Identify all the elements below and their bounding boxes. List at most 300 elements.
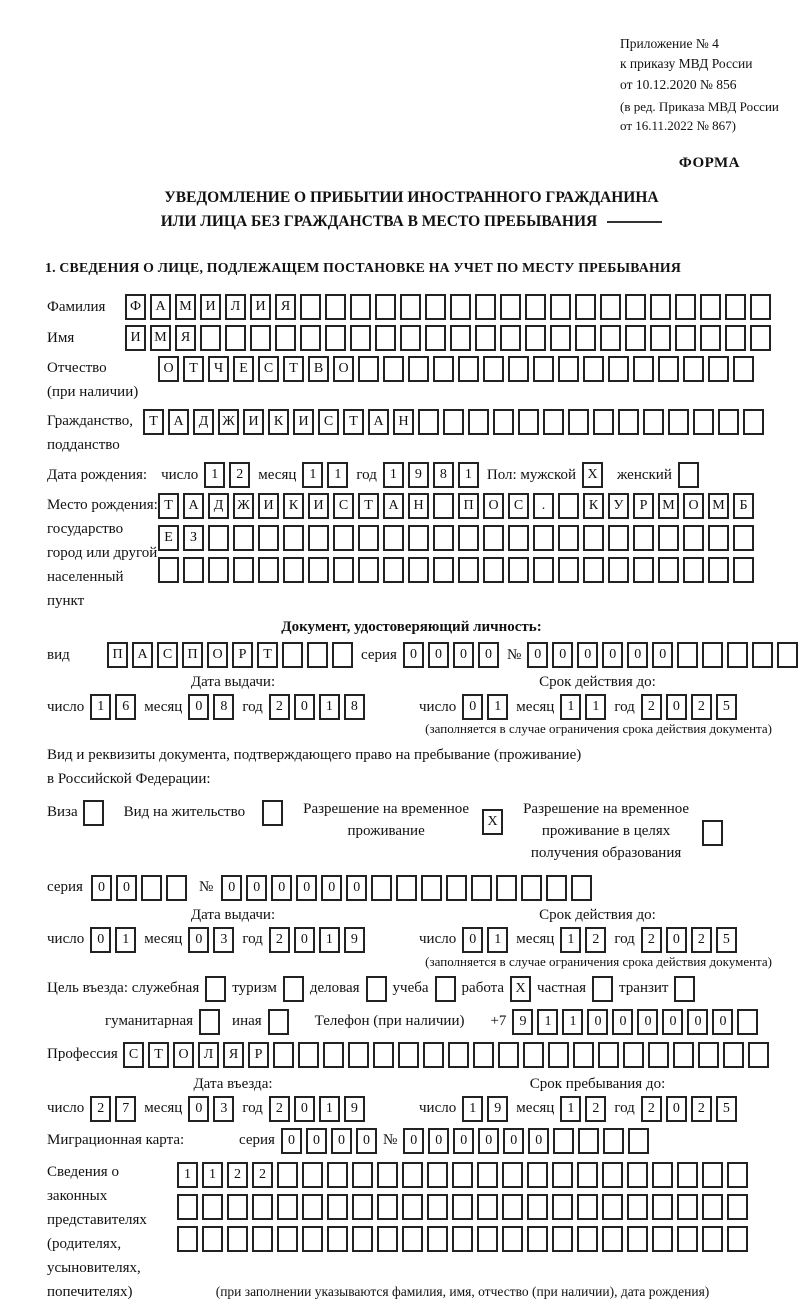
form-cell[interactable] [583, 557, 604, 583]
form-cell[interactable]: 0 [687, 1009, 708, 1035]
form-cell[interactable] [227, 1226, 248, 1252]
form-cell[interactable]: 2 [641, 1096, 662, 1122]
form-cell[interactable]: 1 [90, 694, 111, 720]
form-cell[interactable] [675, 325, 696, 351]
form-cell[interactable] [425, 294, 446, 320]
form-cell[interactable] [668, 409, 689, 435]
form-cell[interactable] [332, 642, 353, 668]
form-cell[interactable] [477, 1226, 498, 1252]
form-cell[interactable]: 2 [691, 694, 712, 720]
form-cell[interactable]: 0 [503, 1128, 524, 1154]
form-cell[interactable]: С [123, 1042, 144, 1068]
form-cell[interactable] [737, 1009, 758, 1035]
form-cell[interactable] [448, 1042, 469, 1068]
form-cell[interactable]: А [383, 493, 404, 519]
form-cell[interactable]: Н [408, 493, 429, 519]
form-cell[interactable] [452, 1226, 473, 1252]
form-cell[interactable]: 0 [662, 1009, 683, 1035]
form-cell[interactable]: Т [158, 493, 179, 519]
form-cell[interactable]: 0 [116, 875, 137, 901]
form-cell[interactable] [427, 1162, 448, 1188]
form-cell[interactable] [283, 976, 304, 1002]
form-cell[interactable]: М [658, 493, 679, 519]
form-cell[interactable] [683, 356, 704, 382]
form-cell[interactable]: Я [223, 1042, 244, 1068]
form-cell[interactable]: 0 [602, 642, 623, 668]
form-cell[interactable]: 1 [458, 462, 479, 488]
form-cell[interactable] [205, 976, 226, 1002]
form-cell[interactable]: 2 [641, 694, 662, 720]
form-cell[interactable] [618, 409, 639, 435]
form-cell[interactable]: К [583, 493, 604, 519]
form-cell[interactable] [678, 462, 699, 488]
form-cell[interactable]: П [182, 642, 203, 668]
form-cell[interactable] [433, 493, 454, 519]
form-cell[interactable] [352, 1162, 373, 1188]
form-cell[interactable] [325, 294, 346, 320]
form-cell[interactable] [427, 1194, 448, 1220]
form-cell[interactable] [352, 1194, 373, 1220]
form-cell[interactable] [258, 525, 279, 551]
form-cell[interactable] [550, 325, 571, 351]
form-cell[interactable] [777, 642, 798, 668]
form-cell[interactable] [727, 1162, 748, 1188]
form-cell[interactable]: Ф [125, 294, 146, 320]
form-cell[interactable]: Т [283, 356, 304, 382]
form-cell[interactable] [648, 1042, 669, 1068]
form-cell[interactable] [502, 1162, 523, 1188]
form-cell[interactable] [408, 525, 429, 551]
form-cell[interactable] [708, 525, 729, 551]
form-cell[interactable] [446, 875, 467, 901]
form-cell[interactable] [628, 1128, 649, 1154]
form-cell[interactable]: И [250, 294, 271, 320]
form-cell[interactable] [252, 1194, 273, 1220]
form-cell[interactable] [208, 525, 229, 551]
form-cell[interactable]: К [268, 409, 289, 435]
form-cell[interactable] [552, 1162, 573, 1188]
form-cell[interactable] [398, 1042, 419, 1068]
form-cell[interactable]: Л [225, 294, 246, 320]
form-cell[interactable] [262, 800, 283, 826]
form-cell[interactable] [400, 294, 421, 320]
form-cell[interactable]: 0 [294, 927, 315, 953]
form-cell[interactable] [525, 325, 546, 351]
form-cell[interactable] [733, 557, 754, 583]
form-cell[interactable] [708, 356, 729, 382]
form-cell[interactable] [83, 800, 104, 826]
form-cell[interactable] [496, 875, 517, 901]
form-cell[interactable] [723, 1042, 744, 1068]
form-cell[interactable] [571, 875, 592, 901]
form-cell[interactable] [277, 1162, 298, 1188]
form-cell[interactable] [325, 325, 346, 351]
form-cell[interactable] [358, 525, 379, 551]
form-cell[interactable] [377, 1162, 398, 1188]
form-cell[interactable]: 1 [204, 462, 225, 488]
form-cell[interactable] [502, 1194, 523, 1220]
form-cell[interactable]: 0 [188, 694, 209, 720]
form-cell[interactable]: . [533, 493, 554, 519]
form-cell[interactable]: 1 [319, 694, 340, 720]
form-cell[interactable]: 2 [691, 1096, 712, 1122]
form-cell[interactable] [350, 325, 371, 351]
form-cell[interactable]: О [207, 642, 228, 668]
form-cell[interactable] [250, 325, 271, 351]
form-cell[interactable]: 0 [666, 1096, 687, 1122]
form-cell[interactable]: 2 [269, 927, 290, 953]
form-cell[interactable]: Т [148, 1042, 169, 1068]
form-cell[interactable]: 3 [213, 1096, 234, 1122]
form-cell[interactable] [475, 294, 496, 320]
form-cell[interactable] [683, 525, 704, 551]
form-cell[interactable] [418, 409, 439, 435]
form-cell[interactable]: 9 [408, 462, 429, 488]
form-cell[interactable]: Б [733, 493, 754, 519]
form-cell[interactable] [308, 525, 329, 551]
form-cell[interactable] [177, 1194, 198, 1220]
form-cell[interactable]: 0 [294, 1096, 315, 1122]
form-cell[interactable] [333, 557, 354, 583]
form-cell[interactable] [443, 409, 464, 435]
form-cell[interactable] [483, 557, 504, 583]
form-cell[interactable]: З [183, 525, 204, 551]
form-cell[interactable] [627, 1194, 648, 1220]
form-cell[interactable]: А [150, 294, 171, 320]
form-cell[interactable] [578, 1128, 599, 1154]
form-cell[interactable] [452, 1162, 473, 1188]
form-cell[interactable]: Я [175, 325, 196, 351]
form-cell[interactable] [558, 557, 579, 583]
form-cell[interactable]: 0 [528, 1128, 549, 1154]
form-cell[interactable]: 0 [246, 875, 267, 901]
form-cell[interactable]: С [333, 493, 354, 519]
form-cell[interactable] [282, 642, 303, 668]
form-cell[interactable]: Т [183, 356, 204, 382]
form-cell[interactable]: 0 [90, 927, 111, 953]
form-cell[interactable] [658, 557, 679, 583]
form-cell[interactable] [327, 1194, 348, 1220]
form-cell[interactable]: 8 [344, 694, 365, 720]
form-cell[interactable] [366, 976, 387, 1002]
form-cell[interactable] [608, 356, 629, 382]
form-cell[interactable] [283, 557, 304, 583]
form-cell[interactable]: Н [393, 409, 414, 435]
form-cell[interactable] [383, 525, 404, 551]
form-cell[interactable] [602, 1194, 623, 1220]
form-cell[interactable] [523, 1042, 544, 1068]
form-cell[interactable]: И [293, 409, 314, 435]
form-cell[interactable] [258, 557, 279, 583]
form-cell[interactable] [377, 1194, 398, 1220]
form-cell[interactable] [600, 294, 621, 320]
form-cell[interactable]: 0 [478, 1128, 499, 1154]
form-cell[interactable]: 1 [560, 1096, 581, 1122]
form-cell[interactable]: О [158, 356, 179, 382]
form-cell[interactable] [350, 294, 371, 320]
form-cell[interactable] [408, 356, 429, 382]
form-cell[interactable] [521, 875, 542, 901]
form-cell[interactable] [277, 1194, 298, 1220]
form-cell[interactable] [199, 1009, 220, 1035]
form-cell[interactable] [333, 525, 354, 551]
form-cell[interactable]: 0 [321, 875, 342, 901]
form-cell[interactable] [307, 642, 328, 668]
form-cell[interactable] [603, 1128, 624, 1154]
form-cell[interactable]: 1 [383, 462, 404, 488]
form-cell[interactable] [473, 1042, 494, 1068]
form-cell[interactable] [202, 1226, 223, 1252]
form-cell[interactable]: 0 [346, 875, 367, 901]
form-cell[interactable] [546, 875, 567, 901]
form-cell[interactable] [708, 557, 729, 583]
form-cell[interactable] [435, 976, 456, 1002]
form-cell[interactable] [623, 1042, 644, 1068]
form-cell[interactable]: 9 [344, 927, 365, 953]
form-cell[interactable]: М [708, 493, 729, 519]
form-cell[interactable]: А [168, 409, 189, 435]
form-cell[interactable] [227, 1194, 248, 1220]
form-cell[interactable]: 0 [91, 875, 112, 901]
form-cell[interactable]: 1 [319, 927, 340, 953]
form-cell[interactable]: 1 [327, 462, 348, 488]
form-cell[interactable] [674, 976, 695, 1002]
form-cell[interactable] [650, 325, 671, 351]
form-cell[interactable]: А [183, 493, 204, 519]
form-cell[interactable]: 0 [462, 694, 483, 720]
form-cell[interactable] [283, 525, 304, 551]
form-cell[interactable] [573, 1042, 594, 1068]
form-cell[interactable] [548, 1042, 569, 1068]
form-cell[interactable]: 0 [666, 927, 687, 953]
form-cell[interactable]: Е [158, 525, 179, 551]
form-cell[interactable]: 2 [641, 927, 662, 953]
form-cell[interactable]: 2 [227, 1162, 248, 1188]
form-cell[interactable]: Я [275, 294, 296, 320]
form-cell[interactable] [583, 356, 604, 382]
form-cell[interactable]: П [107, 642, 128, 668]
form-cell[interactable] [602, 1162, 623, 1188]
form-cell[interactable] [508, 525, 529, 551]
form-cell[interactable]: 1 [115, 927, 136, 953]
form-cell[interactable] [502, 1226, 523, 1252]
form-cell[interactable] [141, 875, 162, 901]
form-cell[interactable] [625, 294, 646, 320]
form-cell[interactable]: 7 [115, 1096, 136, 1122]
form-cell[interactable] [752, 642, 773, 668]
form-cell[interactable] [533, 557, 554, 583]
form-cell[interactable] [493, 409, 514, 435]
form-cell[interactable]: Р [232, 642, 253, 668]
form-cell[interactable]: 0 [478, 642, 499, 668]
form-cell[interactable]: С [258, 356, 279, 382]
form-cell[interactable] [608, 557, 629, 583]
form-cell[interactable] [433, 356, 454, 382]
form-cell[interactable] [577, 1194, 598, 1220]
form-cell[interactable] [477, 1194, 498, 1220]
form-cell[interactable] [158, 557, 179, 583]
form-cell[interactable] [433, 525, 454, 551]
form-cell[interactable]: 1 [562, 1009, 583, 1035]
form-cell[interactable] [533, 525, 554, 551]
form-cell[interactable]: 2 [585, 1096, 606, 1122]
form-cell[interactable] [550, 294, 571, 320]
form-cell[interactable] [273, 1042, 294, 1068]
form-cell[interactable] [525, 294, 546, 320]
form-cell[interactable] [577, 1162, 598, 1188]
form-cell[interactable] [508, 356, 529, 382]
form-cell[interactable]: 0 [294, 694, 315, 720]
form-cell[interactable] [498, 1042, 519, 1068]
form-cell[interactable]: 1 [462, 1096, 483, 1122]
form-cell[interactable] [683, 557, 704, 583]
form-cell[interactable] [702, 642, 723, 668]
form-cell[interactable]: 0 [403, 1128, 424, 1154]
form-cell[interactable]: 0 [453, 642, 474, 668]
form-cell[interactable]: Ж [233, 493, 254, 519]
form-cell[interactable]: 5 [716, 1096, 737, 1122]
form-cell[interactable] [327, 1162, 348, 1188]
form-cell[interactable] [625, 325, 646, 351]
form-cell[interactable]: 0 [587, 1009, 608, 1035]
form-cell[interactable] [423, 1042, 444, 1068]
form-cell[interactable]: 2 [585, 927, 606, 953]
form-cell[interactable]: Р [633, 493, 654, 519]
form-cell[interactable] [575, 325, 596, 351]
form-cell[interactable] [308, 557, 329, 583]
form-cell[interactable] [652, 1226, 673, 1252]
form-cell[interactable]: 1 [560, 694, 581, 720]
form-cell[interactable] [592, 976, 613, 1002]
form-cell[interactable]: С [318, 409, 339, 435]
form-cell[interactable] [633, 557, 654, 583]
form-cell[interactable] [748, 1042, 769, 1068]
form-cell[interactable]: 5 [716, 927, 737, 953]
form-cell[interactable] [483, 356, 504, 382]
form-cell[interactable] [500, 325, 521, 351]
form-cell[interactable] [458, 356, 479, 382]
form-cell[interactable]: 0 [306, 1128, 327, 1154]
form-cell[interactable] [702, 1162, 723, 1188]
form-cell[interactable] [402, 1194, 423, 1220]
form-cell[interactable]: 0 [296, 875, 317, 901]
form-cell[interactable] [652, 1194, 673, 1220]
form-cell[interactable] [396, 875, 417, 901]
form-cell[interactable] [450, 325, 471, 351]
form-cell[interactable] [458, 557, 479, 583]
form-cell[interactable] [225, 325, 246, 351]
form-cell[interactable] [527, 1162, 548, 1188]
form-cell[interactable] [475, 325, 496, 351]
form-cell[interactable] [452, 1194, 473, 1220]
form-cell[interactable] [608, 525, 629, 551]
form-cell[interactable] [727, 1226, 748, 1252]
form-cell[interactable] [323, 1042, 344, 1068]
form-cell[interactable]: 1 [177, 1162, 198, 1188]
form-cell[interactable] [277, 1226, 298, 1252]
form-cell[interactable]: А [368, 409, 389, 435]
form-cell[interactable]: 0 [612, 1009, 633, 1035]
form-cell[interactable]: 2 [90, 1096, 111, 1122]
form-cell[interactable] [433, 557, 454, 583]
form-cell[interactable]: 1 [487, 927, 508, 953]
form-cell[interactable] [658, 525, 679, 551]
form-cell[interactable] [693, 409, 714, 435]
form-cell[interactable]: 0 [428, 1128, 449, 1154]
form-cell[interactable]: 1 [585, 694, 606, 720]
form-cell[interactable] [468, 409, 489, 435]
form-cell[interactable]: 0 [188, 927, 209, 953]
form-cell[interactable]: Р [248, 1042, 269, 1068]
form-cell[interactable] [500, 294, 521, 320]
form-cell[interactable]: П [458, 493, 479, 519]
form-cell[interactable]: 0 [527, 642, 548, 668]
form-cell[interactable]: В [308, 356, 329, 382]
form-cell[interactable] [558, 356, 579, 382]
form-cell[interactable]: 2 [691, 927, 712, 953]
form-cell[interactable]: 0 [356, 1128, 377, 1154]
form-cell[interactable] [202, 1194, 223, 1220]
form-cell[interactable] [233, 525, 254, 551]
form-cell[interactable] [402, 1162, 423, 1188]
form-cell[interactable]: 0 [666, 694, 687, 720]
form-cell[interactable] [425, 325, 446, 351]
form-cell[interactable]: М [175, 294, 196, 320]
form-cell[interactable]: Ч [208, 356, 229, 382]
form-cell[interactable] [377, 1226, 398, 1252]
form-cell[interactable]: Л [198, 1042, 219, 1068]
form-cell[interactable] [477, 1162, 498, 1188]
form-cell[interactable] [543, 409, 564, 435]
form-cell[interactable] [375, 294, 396, 320]
form-cell[interactable]: Ж [218, 409, 239, 435]
form-cell[interactable]: 9 [512, 1009, 533, 1035]
form-cell[interactable]: И [258, 493, 279, 519]
form-cell[interactable]: 8 [213, 694, 234, 720]
form-cell[interactable] [508, 557, 529, 583]
form-cell[interactable] [208, 557, 229, 583]
form-cell[interactable] [166, 875, 187, 901]
form-cell[interactable] [702, 820, 723, 846]
form-cell[interactable]: 3 [213, 927, 234, 953]
form-cell[interactable] [673, 1042, 694, 1068]
form-cell[interactable]: 0 [453, 1128, 474, 1154]
form-cell[interactable]: 0 [428, 642, 449, 668]
form-cell[interactable] [252, 1226, 273, 1252]
form-cell[interactable]: И [200, 294, 221, 320]
form-cell[interactable]: 2 [252, 1162, 273, 1188]
form-cell[interactable] [598, 1042, 619, 1068]
form-cell[interactable] [450, 294, 471, 320]
form-cell[interactable]: 2 [269, 694, 290, 720]
form-cell[interactable] [483, 525, 504, 551]
form-cell[interactable]: 2 [229, 462, 250, 488]
form-cell[interactable] [471, 875, 492, 901]
form-cell[interactable]: 6 [115, 694, 136, 720]
form-cell[interactable] [552, 1194, 573, 1220]
form-cell[interactable] [575, 294, 596, 320]
form-cell[interactable] [302, 1226, 323, 1252]
form-cell[interactable] [652, 1162, 673, 1188]
form-cell[interactable] [733, 356, 754, 382]
form-cell[interactable] [727, 642, 748, 668]
form-cell[interactable] [533, 356, 554, 382]
form-cell[interactable]: 2 [269, 1096, 290, 1122]
form-cell[interactable] [371, 875, 392, 901]
form-cell[interactable] [700, 294, 721, 320]
form-cell[interactable] [352, 1226, 373, 1252]
form-cell[interactable] [400, 325, 421, 351]
